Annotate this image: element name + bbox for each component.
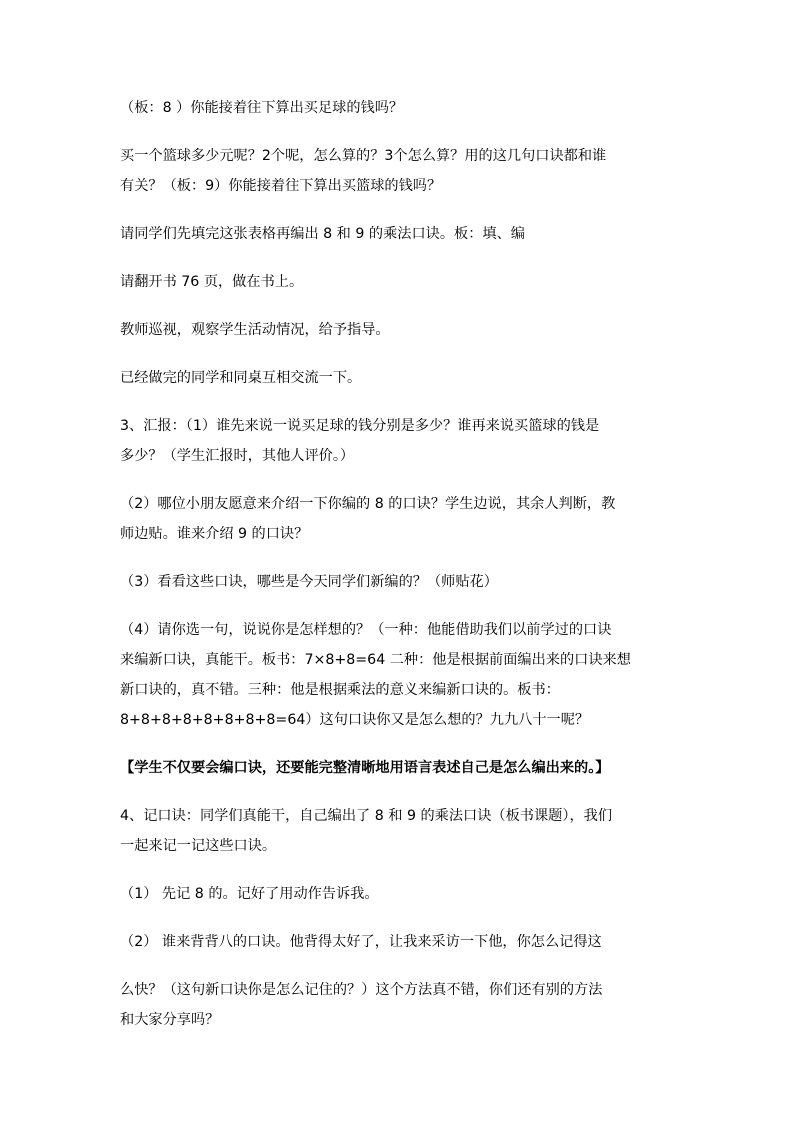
- text-line: 和大家分享吗？: [120, 1012, 220, 1028]
- paragraph-basketball-price: [120, 141, 680, 201]
- text-line: 请翻开书 76 页，做在书上。: [120, 274, 304, 290]
- paragraph-memorize-2-cont: [120, 975, 680, 1035]
- paragraph-report-2: [120, 489, 680, 549]
- text-line: 教师巡视，观察学生活动情况，给予指导。: [120, 322, 390, 338]
- text-line: 3、汇报：（1）谁先来说一说买足球的钱分别是多少？谁再来说买篮球的钱是: [120, 418, 600, 434]
- paragraph-open-book: [120, 267, 680, 297]
- text-line: 一起来记一记这些口诀。: [120, 838, 277, 854]
- text-line: 多少？（学生汇报时，其他人评价。）: [120, 448, 355, 464]
- text-line: 师边贴。谁来介绍 9 的口诀？: [120, 526, 309, 542]
- text-line: 买一个篮球多少元呢？2个呢，怎么算的？3个怎么算？用的这几句口诀都和谁: [120, 148, 607, 164]
- text-line: （4）请你选一句，说说你是怎样想的？（一种：他能借助我们以前学过的口诀: [120, 622, 612, 638]
- paragraph-memorize-1: [120, 879, 680, 909]
- paragraph-ban-8: [120, 93, 680, 123]
- text-line: （1） 先记 8 的。记好了用动作告诉我。: [120, 886, 379, 902]
- text-line: （2） 谁来背背八的口诀。他背得太好了，让我来采访一下他，你怎么记得这: [120, 934, 602, 950]
- text-line: 已经做完的同学和同桌互相交流一下。: [120, 370, 362, 386]
- text-line: 新口诀的，真不错。三种：他是根据乘法的意义来编新口诀的。板书：: [120, 682, 560, 698]
- text-line: （2）哪位小朋友愿意来介绍一下你编的 8 的口诀？学生边说，其余人判断，教: [120, 496, 616, 512]
- text-line: 来编新口诀，真能干。板书：7×8+8=64 二种：他是根据前面编出来的口诀来想: [120, 652, 631, 668]
- paragraph-exchange: [120, 363, 680, 393]
- text-line: 8+8+8+8+8+8+8+8=64）这句口诀你又是怎么想的？九九八十一呢？: [120, 712, 590, 728]
- paragraph-fill-table: [120, 219, 680, 249]
- paragraph-teacher-patrol: [120, 315, 680, 345]
- text-line: 请同学们先填完这张表格再编出 8 和 9 的乘法口诀。板：填、编: [120, 226, 525, 242]
- paragraph-bracket-note: [120, 753, 680, 783]
- paragraph-memorize-2: [120, 927, 680, 957]
- text-line: （3）看看这些口诀，哪些是今天同学们新编的？（师贴花）: [120, 574, 498, 590]
- text-line: 么快？（这句新口诀你是怎么记住的？）这个方法真不错，你们还有别的方法: [120, 982, 603, 998]
- text-line: （板：8 ）你能接着往下算出买足球的钱吗？: [120, 100, 404, 116]
- document-body: [120, 93, 680, 1035]
- paragraph-report-3: [120, 567, 680, 597]
- paragraph-memorize: [120, 801, 680, 861]
- paragraph-report-1: [120, 411, 680, 471]
- text-line: 4、记口诀：同学们真能干，自己编出了 8 和 9 的乘法口诀（板书课题），我们: [120, 808, 613, 824]
- text-line: 【学生不仅要会编口诀，还要能完整清晰地用语言表述自己是怎么编出来的。】: [120, 760, 610, 776]
- paragraph-report-4: [120, 615, 680, 735]
- text-line: 有关？（板：9）你能接着往下算出买篮球的钱吗？: [120, 178, 442, 194]
